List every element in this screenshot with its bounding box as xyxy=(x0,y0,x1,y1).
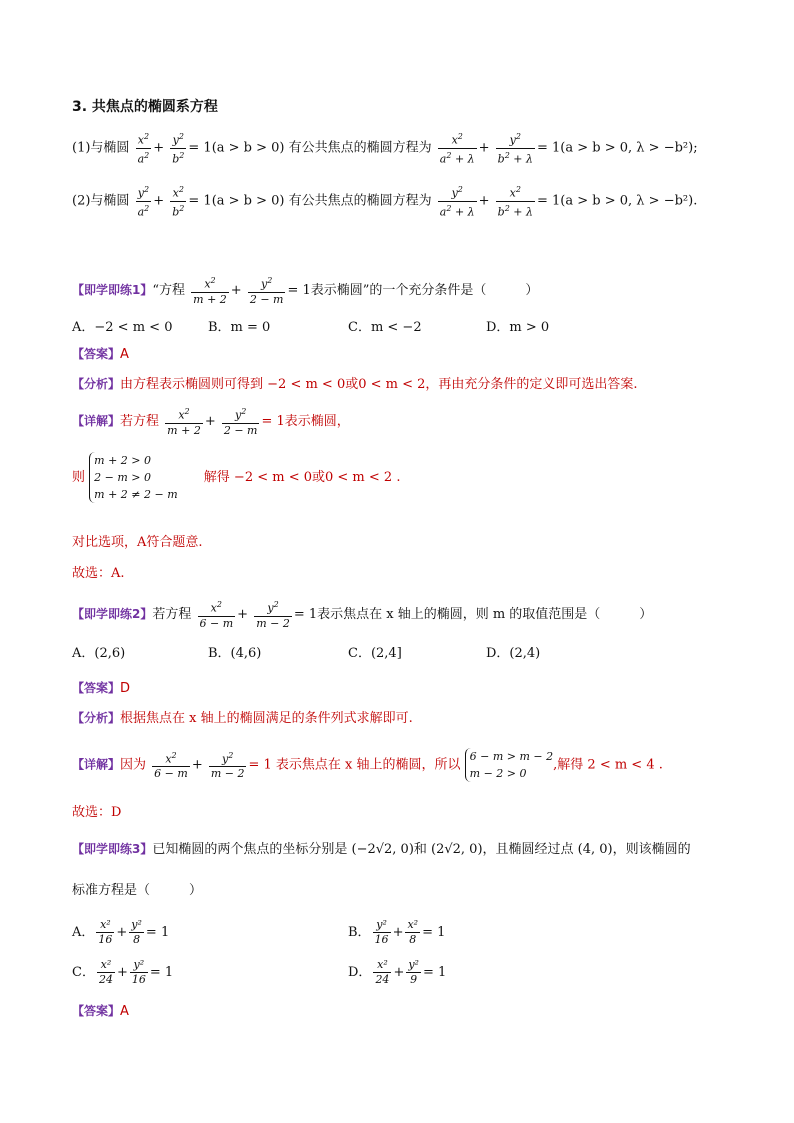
formula-line-1: (1)与椭圆 $\frac{x^2}{a^2}$ + $\frac{y^2}{b^2}$ = 1(a > b > 0) 有公共焦点的椭圆方程为 $\frac{x^2}{a^2 + \lambda}$ + $\frac{y^2}{b^2 + \lambda}$ = 1(a > b > 0, λ > −b²); xyxy=(72,132,698,166)
frac-den: 8 xyxy=(129,932,144,947)
q1-sys-row: m + 2 ≠ 2 − m xyxy=(94,488,178,501)
q2-stem-a: 若方程 xyxy=(152,606,192,622)
q3-answer-tag: 【答案】 xyxy=(72,1004,121,1018)
frac-num: x² xyxy=(407,918,419,931)
q2-answer xyxy=(72,679,130,698)
q2-solve: ,解得 2 < m < 4 . xyxy=(553,757,663,773)
q1-analysis xyxy=(72,375,638,394)
q2-sys-row: m − 2 > 0 xyxy=(469,767,527,780)
q1-answer-value: A xyxy=(120,347,129,362)
frac-den: 8 xyxy=(405,932,420,947)
q2-stem: 【即学即练2】若方程 $\frac{x^2}{6 - m}$ + $\frac{y^2}{m - 2}$ = 1表示焦点在 x 轴上的椭圆，则 m 的取值范围是（ ） xyxy=(72,600,653,630)
q2-option-a[interactable]: A．(2,6) xyxy=(72,646,126,661)
q1-system xyxy=(72,452,400,503)
formula-line-2: (2)与椭圆 $\frac{y^2}{a^2}$ + $\frac{x^2}{b^2}$ = 1(a > b > 0) 有公共焦点的椭圆方程为 $\frac{y^2}{a^2 + \lambda}$ + $\frac{x^2}{b^2 + \lambda}$ = 1(a > b > 0, λ > −b²). xyxy=(72,185,698,219)
q2-pick: 故选：D xyxy=(72,805,122,820)
q3-option-b[interactable]: B． $\frac{\text{y²}}{16}$ + $\frac{\text{x²}}{8}$ = 1 xyxy=(348,918,446,946)
q1-pick: 故选：A. xyxy=(72,566,125,581)
q3-option-label: A． xyxy=(72,925,95,940)
formula-2-middle: 有公共焦点的椭圆方程为 xyxy=(288,193,432,209)
q3-stem-2: 标准方程是（ ） xyxy=(72,883,203,898)
formula-1-cond2: 1(a > b > 0, λ > −b²); xyxy=(552,140,698,156)
q2-detail-tag: 【详解】 xyxy=(72,757,121,772)
q1-detail-tag: 【详解】 xyxy=(72,413,121,428)
q2-answer-value: D xyxy=(120,681,131,696)
q2-tag: 【即学即练2】 xyxy=(72,606,153,621)
q1-system-brace xyxy=(89,452,178,503)
q3-stem-text: 已知椭圆的两个焦点的坐标分别是 (−2√2, 0)和 (2√2, 0)，且椭圆经过点 (4, 0)，则该椭圆的 xyxy=(152,842,691,857)
q1-detail: 【详解】若方程 $\frac{x^2}{m + 2}$ + $\frac{y^2}{2 - m}$ = 1表示椭圆， xyxy=(72,407,350,437)
formula-1-prefix: (1)与椭圆 xyxy=(72,140,130,156)
q3-option-label: C． xyxy=(72,965,95,980)
q2-analysis-tag: 【分析】 xyxy=(72,711,121,725)
frac-den: 24 xyxy=(375,973,390,986)
eq-tail: = 1 xyxy=(422,925,446,940)
section-title: 3. 共焦点的椭圆系方程 xyxy=(72,99,218,115)
q2-detail-b: = 1 表示焦点在 x 轴上的椭圆，所以 xyxy=(248,757,461,773)
q1-stem: 【即学即练1】“方程 $\frac{x^2}{m + 2}$ + $\frac{y^2}{2 - m}$ = 1表示椭圆”的一个充分条件是（ ） xyxy=(72,276,539,306)
q1-sys-row: m + 2 > 0 xyxy=(94,454,152,467)
eq-tail: = 1 xyxy=(422,965,447,980)
frac-num: y² xyxy=(408,958,419,971)
frac-num: y² xyxy=(133,958,145,971)
q2-detail: 【详解】因为 $\frac{x^2}{6 - m}$ + $\frac{y^2}{m - 2}$ = 1 表示焦点在 x 轴上的椭圆，所以 6 − m > m − 2 m − 2 > 0 ,解得 2 < m < 4 . xyxy=(72,750,663,781)
q1-option-b[interactable]: B．m = 0 xyxy=(208,320,271,335)
q2-option-d[interactable]: D．(2,4) xyxy=(486,646,541,661)
eq-tail: = 1 xyxy=(149,965,174,980)
q1-solve: 解得 −2 < m < 0或0 < m < 2 . xyxy=(203,470,401,485)
q3-option-label: D． xyxy=(348,965,372,980)
q3-option-c[interactable]: C． $\frac{\text{x²}}{24}$ + $\frac{\text{y²}}{16}$ = 1 xyxy=(72,958,174,986)
q2-detail-a: 因为 xyxy=(120,757,147,773)
q2-system-brace xyxy=(465,748,554,782)
frac-den: 9 xyxy=(406,972,421,987)
q2-analysis xyxy=(72,709,413,728)
q1-answer xyxy=(72,345,129,364)
q1-stem-a: “方程 xyxy=(152,282,186,298)
q3-stem xyxy=(72,840,691,859)
formula-1-middle: 有公共焦点的椭圆方程为 xyxy=(288,140,432,156)
q3-answer-value: A xyxy=(120,1004,129,1019)
q2-option-b[interactable]: B．(4,6) xyxy=(208,646,262,661)
q1-analysis-tag: 【分析】 xyxy=(72,377,121,391)
q1-tag: 【即学即练1】 xyxy=(72,282,153,297)
q1-sys-prefix: 则 xyxy=(72,470,86,485)
q2-stem-b: = 1表示焦点在 x 轴上的椭圆，则 m 的取值范围是（ ） xyxy=(293,606,653,622)
frac-den: 24 xyxy=(98,973,113,986)
eq-tail: = 1 xyxy=(145,925,170,940)
q1-compare: 对比选项，A符合题意. xyxy=(72,535,203,550)
frac-num: x² xyxy=(100,918,111,931)
q1-stem-b: = 1表示椭圆”的一个充分条件是（ ） xyxy=(287,282,539,298)
q2-answer-tag: 【答案】 xyxy=(72,681,121,695)
q3-answer xyxy=(72,1002,129,1021)
frac-den: 16 xyxy=(98,933,113,946)
formula-1-cond: 1(a > b > 0) xyxy=(203,140,285,156)
q1-option-a[interactable]: A．−2 < m < 0 xyxy=(72,320,173,335)
q3-option-label: B． xyxy=(348,925,371,940)
q1-option-d[interactable]: D．m > 0 xyxy=(486,320,550,335)
frac-den: 16 xyxy=(131,973,146,986)
q1-detail-a: 若方程 xyxy=(120,413,160,429)
q3-option-d[interactable]: D． $\frac{\text{x²}}{24}$ + $\frac{\text{y²}}{9}$ = 1 xyxy=(348,958,447,986)
q1-option-c[interactable]: C．m < −2 xyxy=(348,320,422,335)
q1-analysis-text: 由方程表示椭圆则可得到 −2 < m < 0或0 < m < 2，再由充分条件的定义即可选出答案. xyxy=(120,377,638,392)
formula-2-prefix: (2)与椭圆 xyxy=(72,193,130,209)
formula-2-cond2: 1(a > b > 0, λ > −b²). xyxy=(552,193,698,209)
q2-sys-row: 6 − m > m − 2 xyxy=(469,750,554,763)
formula-2-cond: 1(a > b > 0) xyxy=(203,193,285,209)
q1-sys-row: 2 − m > 0 xyxy=(94,471,152,484)
q3-tag: 【即学即练3】 xyxy=(72,842,153,856)
q2-analysis-text: 根据焦点在 x 轴上的椭圆满足的条件列式求解即可. xyxy=(120,711,413,726)
frac-den: 16 xyxy=(374,933,389,946)
frac-num: x² xyxy=(100,958,112,971)
frac-num: y² xyxy=(376,918,387,931)
q2-option-c[interactable]: C．(2,4] xyxy=(348,646,402,661)
frac-num: y² xyxy=(131,918,142,931)
q1-detail-b: = 1表示椭圆， xyxy=(261,413,350,429)
frac-num: x² xyxy=(377,958,388,971)
q3-option-a[interactable]: A． $\frac{\text{x²}}{16}$ + $\frac{\text{y²}}{8}$ = 1 xyxy=(72,918,170,946)
q1-answer-tag: 【答案】 xyxy=(72,347,121,361)
